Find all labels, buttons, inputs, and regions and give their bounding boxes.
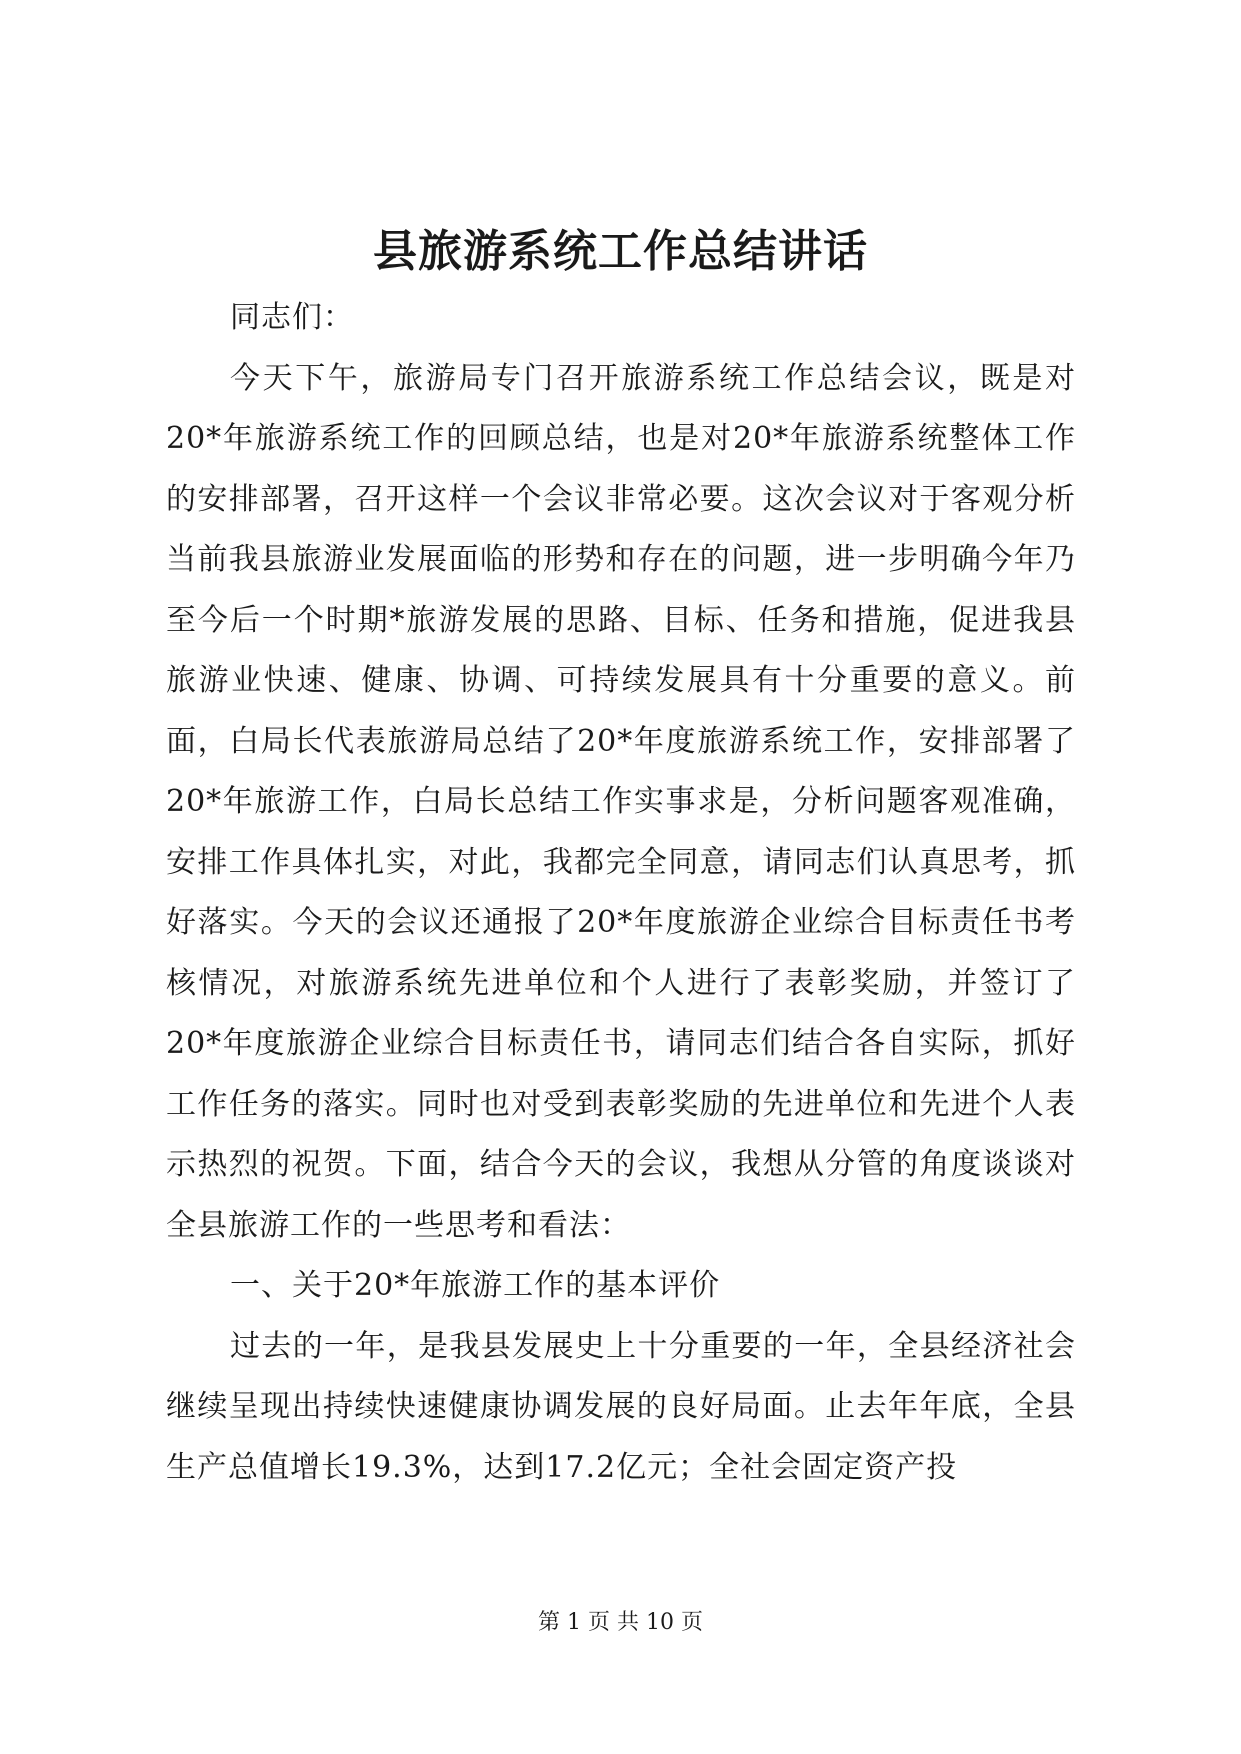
- document-body: [166, 288, 1076, 1498]
- page-number-footer: 第 1 页 共 10 页: [538, 1610, 703, 1635]
- section-1-paragraph: 过去的一年，是我县发展史上十分重要的一年，全县经济社会继续呈现出持续快速健康协调发展的良好局面。止去年年底，全县生产总值增长19.3%，达到17.2亿元；全社会固定资产投: [166, 1328, 1076, 1485]
- intro-paragraph: 今天下午，旅游局专门召开旅游系统工作总结会议，既是对20*年旅游系统工作的回顾总结，也是对20*年旅游系统整体工作的安排部署，召开这样一个会议非常必要。这次会议对于客观分析当前我县旅游业发展面临的形势和存在的问题，进一步明确今年乃至今后一个时期*旅游发展的思路、目标、任务和措施，促进我县旅游业快速、健康、协调、可持续发展具有十分重要的意义。前面，白局长代表旅游局总结了20*年度旅游系统工作，安排部署了20*年旅游工作，白局长总结工作实事求是，分析问题客观准确，安排工作具体扎实，对此，我都完全同意，请同志们认真思考，抓好落实。今天的会议还通报了20*年度旅游企业综合目标责任书考核情况，对旅游系统先进单位和个人进行了表彰奖励，并签订了20*年度旅游企业综合目标责任书，请同志们结合各自实际，抓好工作任务的落实。同时也对受到表彰奖励的先进单位和先进个人表示热烈的祝贺。下面，结合今天的会议，我想从分管的角度谈谈对全县旅游工作的一些思考和看法：: [166, 360, 1076, 1243]
- section-heading-1: 一、关于20*年旅游工作的基本评价: [230, 1268, 721, 1303]
- document-title: 县旅游系统工作总结讲话: [373, 226, 868, 277]
- salutation-paragraph: 同志们：: [230, 300, 354, 335]
